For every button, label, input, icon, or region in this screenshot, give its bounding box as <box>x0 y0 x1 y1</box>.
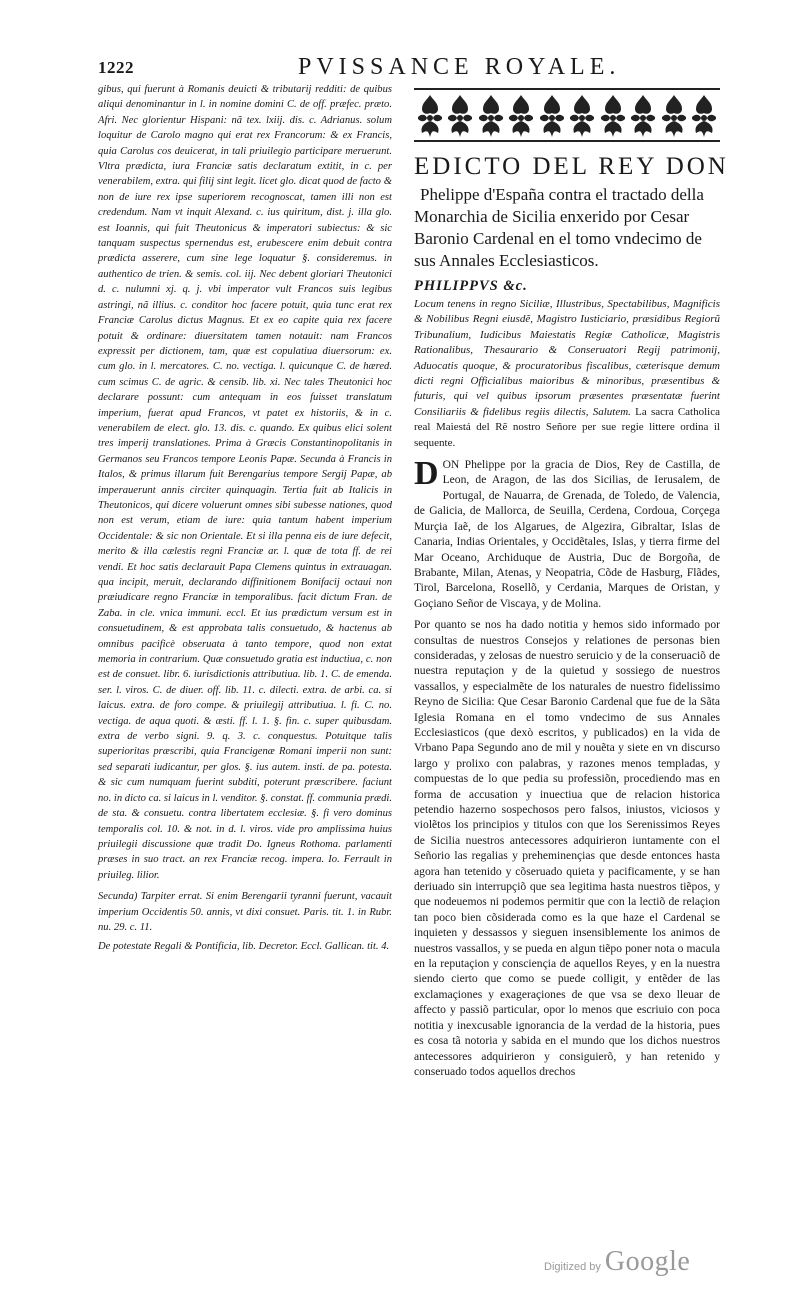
left-paragraph-1: gibus, qui fuerunt à Romanis deuicti & tributarij redditi: de quibus aliqui denominantur in l. in nomine domini C. de off. præfec. præto. Afri. Nec glorientur Hispani: nã tex. lxiij. dis. c. Adrianus. solum loquitur de Carolo magno qui erat rex Francorum: & ex Francis, quia Carolus cos deuicerat, in tali priuilegio participare meruerunt. Vltra prædicta, iura Franciæ satis declaratum extitit, in c. per venerabilem, extra. qui filij sint legit. licet glo. dicat quod de facto & non de iure rex ipse superiorem recognoscat, tamen illi non est credendum. Nam vt inquit Alexand. c. ius quiritum, dist. j. illa glo. est Ioannis, qui fuit Theutonicus & imperatori subiectus: & sic tanquam suspectus spernendus est, erubescere enim debuit contra prædicta asserere, cum sine lege loquatur §. consideremus. in authentico de trien. & semis. col. iij. Nec debent gloriari Theutonici d. c. nulumni xj. q. j. vbi imperator vult Francos suis legibus astringi, nã illius. c. conditor hoc facere potuit, quia tunc erat rex Franciæ Carolus dictus Magnus. Et ex eo capite quia rex facere potuit & ordinare: diuersitatem tamen notauit: nam Francos expressit per dictionem, tam, quæ est copulatiua diuersorum: ex. cum glo. in l. mercatores. C. no. vectiga. l. quicunque C. de hæred. cum scimus C. de agric. & censib. lib. xi. Nec tales Theutonici hoc declarare possunt: cum antequam in eos fuisset translatum imperium, fuerat apud Francos, vt patet ex historiis, & in c. venerabilem de elect. glo. 13. dis. c. quando. Ex quibus elici solent tres imperij translationes. Prima à Græcis Constantinopolitanis in Germanos seu Francos tempore Leonis Papæ. Secunda à Francis in Italos, & primus illarum fuit Berengarius tempore Sergij Papæ, ab imperauerunt annis circiter quinquagin. Tertia fuit ab Italicis in Theutonicos, qui dicere voluerunt omnes sibi subesse nationes, quod non est verum, etiam de iure: quia tantum habent imperium Occidentale: & sic non Orientale. Et si illa penna eis de iure defecit, merito & illa cælestis regni Franciæ ar. l. quæ de tota ff. de rei vendi. Et hoc satis declarauit Papa Clemens quintus in extrauagan. qua incipit, meruit, declarando diffinitionem Bonifacij octaui non præiudicare regno Franciæ in temporalibus. facit dictum Fran. de Zaba. in cle. vnica immuni. eccl. Et ius prædictum versum est in consuetudinem, & est approbata talis consuetudo, & hactenus ab omnibus pacificè obseruata à tanto tempore, quod non extat memoria in contrarium. Quæ consuetudo gratia est inductiua, c. non est de consuet. libr. 6. iurisdictionis attributiua. lib. 1. C. de emenda. ser. l. viros. C. de diuer. off. lib. 11. c. dilecti. extra. de arbi. ca. si laicus. extra. de foro compe. & priuilegij attributiua. l. fi. C. no. vectiga. de aqua quoti. & æsti. ff. l. 1. §. fin. c. super quibusdam. extra de verbo signi. 9. q. 3. c. conquestus. Potuitque talis superioritas præscribi, quia Francigenæ Romani imperii non sunt: sed separati iudicantur, per glos. §. ius autem. insti. de pa. potesta. & sic cum numquam fuerint subditi, poterunt præscribere. faciunt no. in dicto ca. si laicus in l. venditor. §. constat. ff. communia prædi. de sta. & consuetu. contra libertatem ecclesiæ. §. fi vero dominus temporalis col. 10. & not. in d. l. viros. vide pro amplissima huius priuilegii discussione quæ tradit Do. Igneus Rothoma. parlamenti præses in suo tract. an rex Franciæ recog. impera. Io. Ferrault in priuileg. lilior. <box>98 84 392 881</box>
fleuron-ornament-icon <box>538 93 566 139</box>
edict-opening: PHILIPPVS &c. <box>414 278 528 294</box>
fleuron-ornament-icon <box>446 93 474 139</box>
watermark <box>544 1246 690 1278</box>
fleuron-ornament-icon <box>416 93 444 139</box>
right-column <box>414 88 729 1079</box>
edict-subtitle: Phelippe d'España contra el tractado della Monarchia de Sicilia enxerido por Cesar Baronio Cardenal en el tomo vndecimo de sus Annales Ecclesiasticos. <box>414 185 704 270</box>
watermark-prefix: Digitized by <box>544 1261 601 1273</box>
edict-address <box>414 297 720 451</box>
fleuron-ornament-icon <box>507 93 535 139</box>
fleuron-ornament-icon <box>599 93 627 139</box>
left-column <box>98 82 392 955</box>
drop-cap: D <box>414 455 439 493</box>
edict-paragraph-1-text: ON Phelippe por la gracia de Dios, Rey de Castilla, de Leon, de Aragon, de las dos Sicilias, de Ierusalem, de Portugal, de Nauarra, de Grenada, de Toledo, de Valencia, de Galicia, de Mallorca, de Seuilla, Cerdena, Cordoua, Corçega Murçia Iaẽ, de los Algarues, de Algezira, Gibraltar, Islas de Canaria, Indias Orientales, y Occidẽtales, Islas, y tierra firme del Mar Oceano, Archiduque de Austria, Duc de Borgoña, de Brabante, Milan, Atenas, y Neopatria, Cõde de Hasburg, Flãdes, Tirol, Barcelona, Rosellõ, y Cerdania, Marques de Oristan, y Goçiano Señor de Viscaya, y de Molina. <box>414 458 720 610</box>
fleuron-ornament-icon <box>568 93 596 139</box>
watermark-brand-logo: Google <box>604 1246 691 1277</box>
edict-paragraph-2: Por quanto se nos ha dado notitia y hemos sido informado por consultas de nuestros Consejos y relationes de personas bien consideradas, y zelosas de nuestro seruicio y de la conseruaciõ de nuestra reputaçion y de la quietud y sossiego de nuestros vassallos, y especialmẽte de los naturales de nuestro fidelissimo Reyno de Sicilia: Que Cesar Baronio Cardenal que fue de la Sãta Iglesia Romana en el tomo vndecimo de sus Annales Ecclesiasticos (que dexò escritos, y publicados) en la vida de Vrbano Papa Segundo ano de mil y nouẽta y siete en vn discurso largo y prolixo con palabras, y razones menos templadas, y compuestas de lo que pedia su professiõn, procediendo mas en forma de accusation y inuectiua que de relacion historica petendio hazerno sospechosos pero falsos, iniustos, viciosos y violẽtos los principios y titulos con que los Serenissimos Reyes de Sicilia nuestros antecessores adquirieron iuntamente con el Señorio las regalias y preheminençias que desde entonces hasta agora han tetenido y cõseruado quieta y pacificamente, y se han deriuado sin interrupçiõ que sea legitima hasta nuestros tiẽpos, y que nodeuemos ni podemos permitir que con la lectiõ de relaçion tan poco bien cõsiderada como es la que haze el Cardenal se inquieten y dessassos y sieguen insensiblemente los animos de nuestros vassallos, y se pueda en algun tiẽpo poner nota o macula en la reputaçion y consciençia de aquellos Reyes, y en la nuestra siendo cierto que como se puede colligit, y entẽder de las exclamaçiones y exageraçiones de que vsa se dexo lleuar de affecto y passiõ particular, opor lo menos que escriuio con poca notitia y inexcusable ignorancia de la verdad de la historia, pues es cosa tã notoria y sabida en el mundo que los dichos nuestros antecessores adquirieron y consiguierõ, y han retenido y conseruado todos aquellos drechos <box>414 618 720 1078</box>
fleuron-ornament-icon <box>629 93 657 139</box>
left-paragraph-2: Secunda) Tarpiter errat. Si enim Berengarii tyranni fuerunt, vacauit imperium Occidentis 50. annis, vt dixi consuet. Paris. tit. 1. in Rubr. nu. 29. c. 11. <box>98 891 392 933</box>
running-title: PVISSANCE ROYALE. <box>298 54 621 80</box>
page-number: 1222 <box>98 58 134 77</box>
fleuron-ornament-icon <box>660 93 688 139</box>
ornament-band <box>414 88 720 142</box>
edict-title: EDICTO DEL REY DON <box>414 153 729 180</box>
address-italian: La sacra Catholica real Maiestá del Rẽ nostro Señore per sue regie littere ordina il sequente. <box>414 405 720 449</box>
edict-paragraph-1 <box>414 457 720 611</box>
left-paragraph-3: De potestate Regali & Pontificia, lib. Decretor. Eccl. Gallican. tit. 4. <box>98 941 390 953</box>
fleuron-ornament-icon <box>690 93 718 139</box>
address-latin: Locum tenens in regno Siciliæ, Illustribus, Spectabilibus, Magnificis & Nobilibus Regni eiusdẽ, Magistro Iusticiario, præsidibus Regiorũ Tribunalium, Iudicibus Maiestatis Regiæ Catholicæ, Magistris Rationalibus, Thesaurario & Conseruatori Regij patrimonij, Aduocatis quoque, & procuratoribus fiscalibus, cæterisque demum dicti regni Officialibus maioribus & minoribus, præsentibus & futuris, qui vel quibus ipsorum præsentes præsentatæ fuerint Consiliariis & fidelibus regiis dilectis, Salutem. <box>414 298 720 418</box>
fleuron-ornament-icon <box>477 93 505 139</box>
